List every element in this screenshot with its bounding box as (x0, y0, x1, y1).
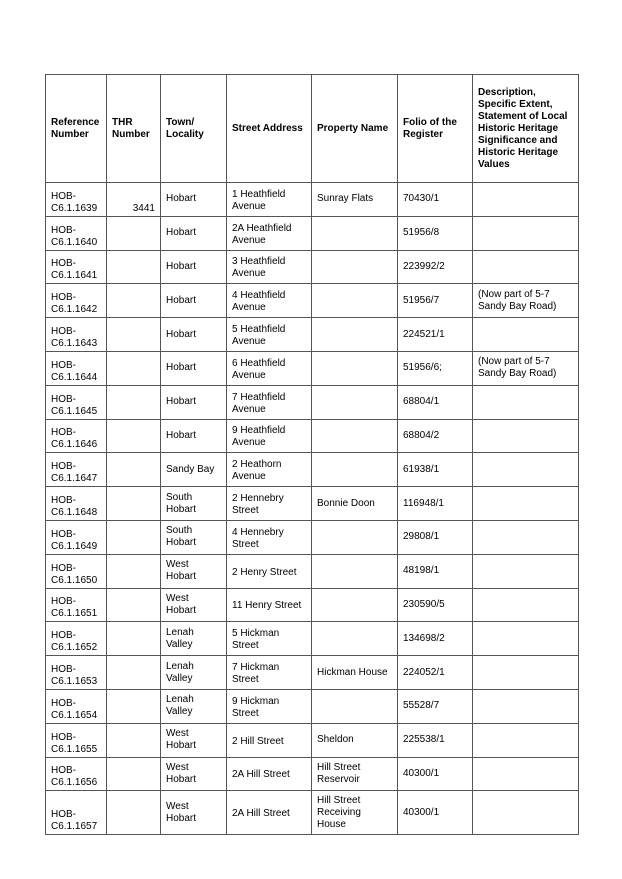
folio-cell: 68804/2 (398, 419, 473, 453)
thr-number-cell (107, 554, 161, 588)
thr-number-cell (107, 723, 161, 757)
street-address-cell: 1 Heathfield Avenue (227, 183, 312, 217)
table-row (46, 250, 579, 284)
reference-cell: HOB-C6.1.1640 (46, 216, 107, 250)
reference-cell: HOB-C6.1.1641 (46, 250, 107, 284)
property-name-cell (312, 318, 398, 352)
street-address-cell: 2 Henry Street (227, 554, 312, 588)
thr-number-cell (107, 487, 161, 521)
table-row (46, 419, 579, 453)
table-body (46, 183, 579, 835)
reference-cell: HOB-C6.1.1647 (46, 453, 107, 487)
town-cell: South Hobart (161, 487, 227, 521)
town-cell: Hobart (161, 419, 227, 453)
town-cell: Lenah Valley (161, 656, 227, 690)
folio-cell: 68804/1 (398, 385, 473, 419)
folio-cell: 116948/1 (398, 487, 473, 521)
street-address-cell: 7 Heathfield Avenue (227, 385, 312, 419)
property-name-cell (312, 419, 398, 453)
thr-number-cell (107, 351, 161, 385)
thr-number-cell (107, 284, 161, 318)
street-address-cell: 2A Hill Street (227, 757, 312, 791)
reference-cell: HOB-C6.1.1645 (46, 385, 107, 419)
reference-cell: HOB-C6.1.1642 (46, 284, 107, 318)
description-cell (473, 216, 579, 250)
folio-cell: 134698/2 (398, 622, 473, 656)
reference-cell: HOB-C6.1.1649 (46, 520, 107, 554)
folio-cell: 29808/1 (398, 520, 473, 554)
town-cell: Hobart (161, 284, 227, 318)
property-name-cell (312, 689, 398, 723)
reference-cell: HOB-C6.1.1655 (46, 723, 107, 757)
town-cell: Lenah Valley (161, 622, 227, 656)
property-name-cell (312, 588, 398, 622)
reference-cell: HOB-C6.1.1650 (46, 554, 107, 588)
description-cell (473, 554, 579, 588)
reference-cell: HOB-C6.1.1643 (46, 318, 107, 352)
town-cell: Hobart (161, 250, 227, 284)
folio-cell: 225538/1 (398, 723, 473, 757)
property-name-cell (312, 216, 398, 250)
street-address-cell: 4 Heathfield Avenue (227, 284, 312, 318)
folio-cell: 40300/1 (398, 791, 473, 835)
header-town-locality: Town/ Locality (161, 75, 227, 183)
folio-cell: 61938/1 (398, 453, 473, 487)
town-cell: Hobart (161, 318, 227, 352)
folio-cell: 51956/6; (398, 351, 473, 385)
header-reference-number: Reference Number (46, 75, 107, 183)
table-row (46, 622, 579, 656)
thr-number-cell (107, 689, 161, 723)
description-cell (473, 453, 579, 487)
description-cell (473, 723, 579, 757)
street-address-cell: 11 Henry Street (227, 588, 312, 622)
description-cell (473, 622, 579, 656)
folio-cell: 40300/1 (398, 757, 473, 791)
street-address-cell: 2 Heathorn Avenue (227, 453, 312, 487)
table-row (46, 318, 579, 352)
description-cell (473, 183, 579, 217)
street-address-cell: 9 Hickman Street (227, 689, 312, 723)
description-cell (473, 487, 579, 521)
street-address-cell: 2A Heathfield Avenue (227, 216, 312, 250)
town-cell: West Hobart (161, 588, 227, 622)
property-name-cell: Hill Street Receiving House (312, 791, 398, 835)
table-row (46, 757, 579, 791)
heritage-register-table (45, 74, 579, 835)
thr-number-cell (107, 791, 161, 835)
property-name-cell: Sheldon (312, 723, 398, 757)
street-address-cell: 5 Heathfield Avenue (227, 318, 312, 352)
folio-cell: 224052/1 (398, 656, 473, 690)
reference-cell: HOB-C6.1.1639 (46, 183, 107, 217)
table-row (46, 656, 579, 690)
thr-number-cell: 3441 (107, 183, 161, 217)
town-cell: Hobart (161, 183, 227, 217)
town-cell: Sandy Bay (161, 453, 227, 487)
street-address-cell: 2 Hill Street (227, 723, 312, 757)
reference-cell: HOB-C6.1.1648 (46, 487, 107, 521)
reference-cell: HOB-C6.1.1644 (46, 351, 107, 385)
description-cell (473, 385, 579, 419)
property-name-cell: Hill Street Reservoir (312, 757, 398, 791)
description-cell (473, 520, 579, 554)
thr-number-cell (107, 757, 161, 791)
town-cell: West Hobart (161, 791, 227, 835)
street-address-cell: 9 Heathfield Avenue (227, 419, 312, 453)
property-name-cell (312, 385, 398, 419)
table-row (46, 723, 579, 757)
town-cell: West Hobart (161, 723, 227, 757)
town-cell: Hobart (161, 216, 227, 250)
table-header-row (46, 75, 579, 183)
table-row (46, 453, 579, 487)
description-cell (473, 250, 579, 284)
header-folio: Folio of the Register (398, 75, 473, 183)
reference-cell: HOB-C6.1.1657 (46, 791, 107, 835)
town-cell: West Hobart (161, 757, 227, 791)
property-name-cell (312, 554, 398, 588)
town-cell: West Hobart (161, 554, 227, 588)
thr-number-cell (107, 656, 161, 690)
town-cell: Lenah Valley (161, 689, 227, 723)
description-cell (473, 318, 579, 352)
folio-cell: 51956/8 (398, 216, 473, 250)
table-row (46, 284, 579, 318)
property-name-cell: Sunray Flats (312, 183, 398, 217)
table-row (46, 216, 579, 250)
table-row (46, 689, 579, 723)
thr-number-cell (107, 419, 161, 453)
thr-number-cell (107, 588, 161, 622)
folio-cell: 48198/1 (398, 554, 473, 588)
thr-number-cell (107, 520, 161, 554)
street-address-cell: 2A Hill Street (227, 791, 312, 835)
description-cell (473, 656, 579, 690)
description-cell: (Now part of 5-7 Sandy Bay Road) (473, 284, 579, 318)
folio-cell: 224521/1 (398, 318, 473, 352)
reference-cell: HOB-C6.1.1646 (46, 419, 107, 453)
header-description: Description, Specific Extent, Statement of Local Historic Heritage Significance and Historic Heritage Values (473, 75, 579, 183)
description-cell (473, 689, 579, 723)
street-address-cell: 4 Hennebry Street (227, 520, 312, 554)
town-cell: Hobart (161, 351, 227, 385)
table-row (46, 351, 579, 385)
description-cell (473, 588, 579, 622)
reference-cell: HOB-C6.1.1651 (46, 588, 107, 622)
town-cell: Hobart (161, 385, 227, 419)
thr-number-cell (107, 318, 161, 352)
thr-number-cell (107, 453, 161, 487)
description-cell: (Now part of 5-7 Sandy Bay Road) (473, 351, 579, 385)
property-name-cell (312, 520, 398, 554)
table-row (46, 520, 579, 554)
table-row (46, 588, 579, 622)
property-name-cell: Bonnie Doon (312, 487, 398, 521)
street-address-cell: 3 Heathfield Avenue (227, 250, 312, 284)
street-address-cell: 5 Hickman Street (227, 622, 312, 656)
property-name-cell (312, 453, 398, 487)
table-row (46, 791, 579, 835)
folio-cell: 223992/2 (398, 250, 473, 284)
reference-cell: HOB-C6.1.1654 (46, 689, 107, 723)
description-cell (473, 419, 579, 453)
thr-number-cell (107, 622, 161, 656)
thr-number-cell (107, 216, 161, 250)
property-name-cell (312, 351, 398, 385)
header-property-name: Property Name (312, 75, 398, 183)
reference-cell: HOB-C6.1.1652 (46, 622, 107, 656)
header-thr-number: THR Number (107, 75, 161, 183)
property-name-cell: Hickman House (312, 656, 398, 690)
description-cell (473, 791, 579, 835)
folio-cell: 230590/5 (398, 588, 473, 622)
property-name-cell (312, 284, 398, 318)
table-row (46, 554, 579, 588)
town-cell: South Hobart (161, 520, 227, 554)
reference-cell: HOB-C6.1.1653 (46, 656, 107, 690)
street-address-cell: 7 Hickman Street (227, 656, 312, 690)
street-address-cell: 6 Heathfield Avenue (227, 351, 312, 385)
folio-cell: 70430/1 (398, 183, 473, 217)
thr-number-cell (107, 250, 161, 284)
description-cell (473, 757, 579, 791)
thr-number-cell (107, 385, 161, 419)
street-address-cell: 2 Hennebry Street (227, 487, 312, 521)
property-name-cell (312, 622, 398, 656)
header-street-address: Street Address (227, 75, 312, 183)
table-row (46, 183, 579, 217)
property-name-cell (312, 250, 398, 284)
reference-cell: HOB-C6.1.1656 (46, 757, 107, 791)
folio-cell: 51956/7 (398, 284, 473, 318)
table-row (46, 487, 579, 521)
table-row (46, 385, 579, 419)
folio-cell: 55528/7 (398, 689, 473, 723)
